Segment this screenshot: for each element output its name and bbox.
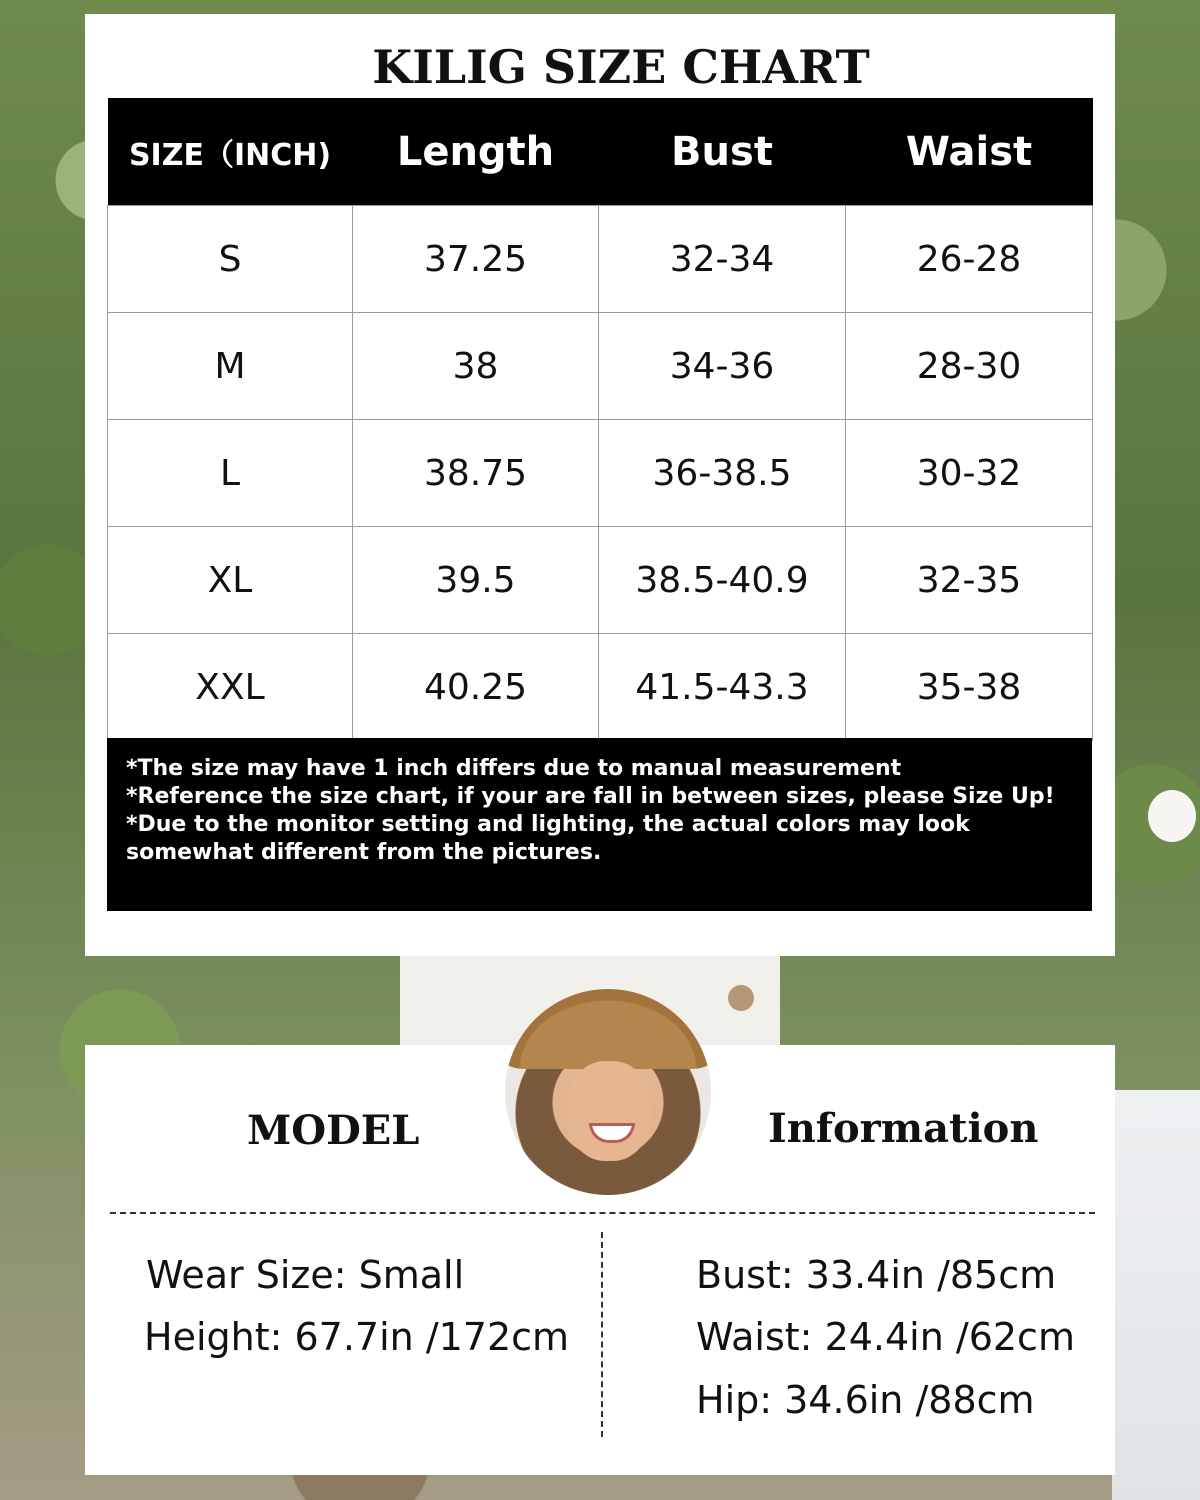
cell-bust: 32-34 [599,206,846,313]
model-info-panel [85,1045,1115,1475]
header-waist: Waist [846,98,1093,206]
model-avatar [505,989,711,1195]
table-row [108,206,1093,313]
model-label: MODEL [247,1107,420,1154]
cell-waist: 26-28 [846,206,1093,313]
table-row [108,527,1093,634]
cell-bust: 41.5-43.3 [599,634,846,741]
size-notes [107,738,1092,911]
table-row [108,313,1093,420]
cell-waist: 30-32 [846,420,1093,527]
cell-length: 38 [353,313,599,420]
straw-hat-icon [505,989,711,1069]
cell-length: 38.75 [353,420,599,527]
table-row [108,634,1093,741]
cell-size: S [108,206,353,313]
vertical-divider [601,1232,603,1437]
note-line: *Reference the size chart, if your are fall in between sizes, please Size Up! [126,784,1055,809]
cell-bust: 34-36 [599,313,846,420]
size-chart-panel [85,14,1115,956]
header-length: Length [353,98,599,206]
model-waist: Waist: 24.4in /62cm [696,1315,1075,1359]
horizontal-divider [110,1212,1095,1214]
model-hip: Hip: 34.6in /88cm [696,1378,1035,1422]
cell-size: M [108,313,353,420]
cell-waist: 32-35 [846,527,1093,634]
header-size: SIZE（INCH) [108,98,353,206]
header-bust: Bust [599,98,846,206]
cell-waist: 28-30 [846,313,1093,420]
background-flower [1148,790,1196,842]
background-dress-button [728,985,754,1011]
table-header-row [108,98,1093,206]
cell-bust: 38.5-40.9 [599,527,846,634]
cell-length: 37.25 [353,206,599,313]
model-height: Height: 67.7in /172cm [144,1315,570,1359]
note-line: *The size may have 1 inch differs due to manual measurement [126,756,902,781]
cell-waist: 35-38 [846,634,1093,741]
table-row [108,420,1093,527]
cell-size: XL [108,527,353,634]
cell-bust: 36-38.5 [599,420,846,527]
chart-title: KILIG SIZE CHART [372,40,870,94]
wear-size: Wear Size: Small [146,1253,465,1297]
cell-length: 39.5 [353,527,599,634]
size-table [107,98,1093,741]
cell-size: L [108,420,353,527]
model-bust: Bust: 33.4in /85cm [696,1253,1057,1297]
information-label: Information [768,1105,1039,1152]
face-icon [567,1061,651,1161]
cell-length: 40.25 [353,634,599,741]
note-line: *Due to the monitor setting and lighting, the actual colors may look somewhat different from the pictures. [126,812,970,865]
cell-size: XXL [108,634,353,741]
background-shelf [1112,1090,1200,1500]
